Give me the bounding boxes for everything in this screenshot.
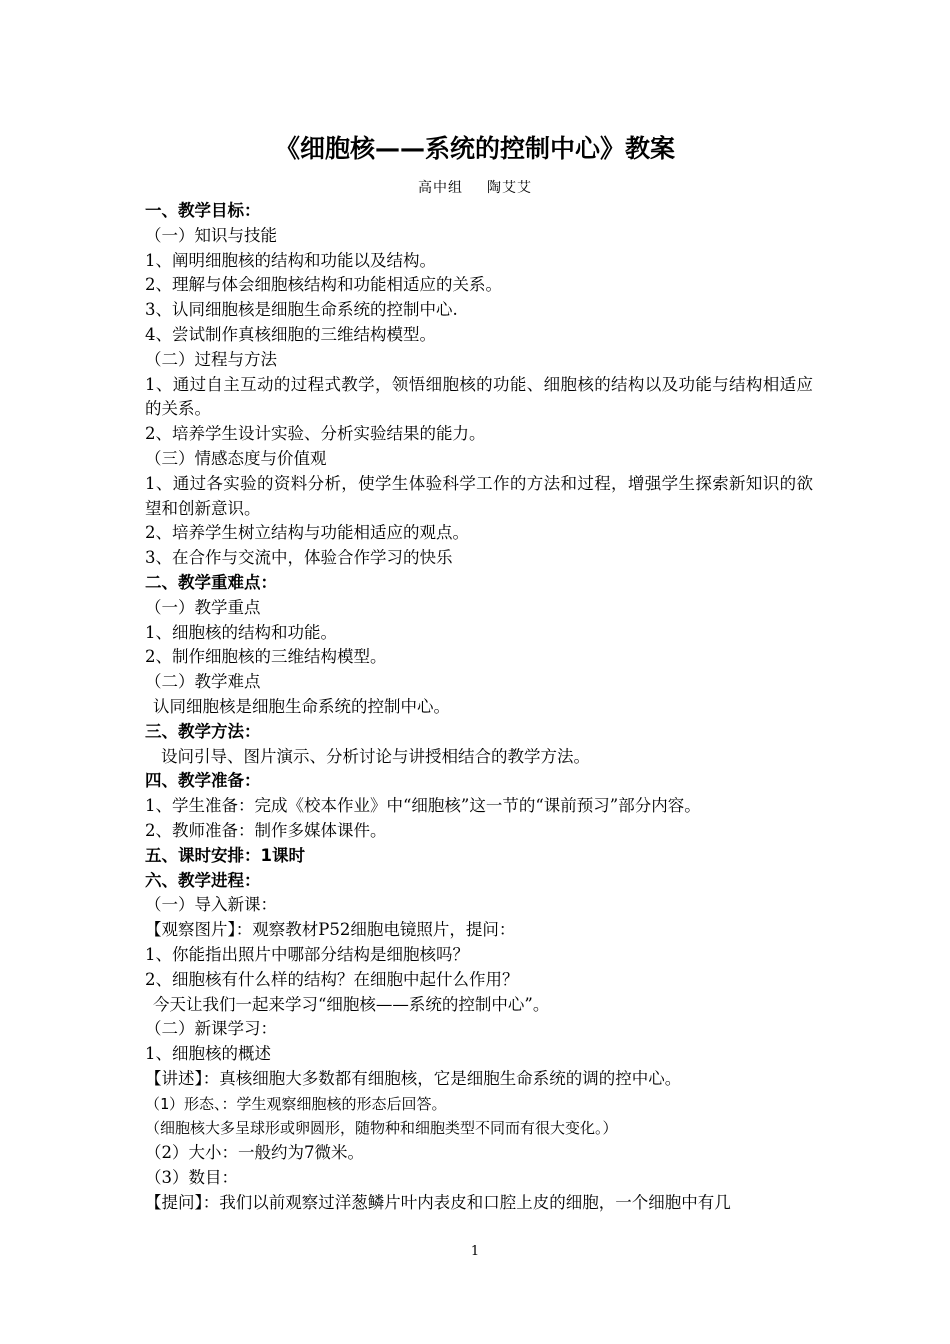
text-line: （2）大小：一般约为7微米。 bbox=[145, 1143, 364, 1163]
text-paragraph: 1、通过各实验的资料分析，使学生体验科学工作的方法和过程，增强学生探索新知识的欲望和创新意识。 bbox=[145, 473, 813, 518]
text-line: 2、理解与体会细胞核结构和功能相适应的关系。 bbox=[145, 275, 502, 295]
text-line: 1、细胞核的结构和功能。 bbox=[145, 622, 337, 642]
document-title: 《细胞核——系统的控制中心》教案 bbox=[274, 134, 675, 163]
text-line: 2、培养学生树立结构与功能相适应的观点。 bbox=[145, 523, 469, 543]
section-heading: 五、课时安排：1课时 bbox=[145, 845, 305, 865]
text-line: 3、认同细胞核是细胞生命系统的控制中心. bbox=[145, 300, 458, 320]
text-line: 1、你能指出照片中哪部分结构是细胞核吗？ bbox=[145, 944, 469, 964]
section-heading: 二、教学重难点： bbox=[145, 572, 277, 592]
text-line: 今天让我们一起来学习“细胞核——系统的控制中心”。 bbox=[153, 994, 550, 1014]
text-line: 【讲述】：真核细胞大多数都有细胞核，它是细胞生命系统的调的控中心。 bbox=[145, 1068, 682, 1088]
subsection-heading: （二）过程与方法 bbox=[145, 349, 277, 369]
subsection-heading: （一）导入新课： bbox=[145, 895, 277, 915]
text-line: 2、教师准备：制作多媒体课件。 bbox=[145, 820, 387, 840]
page-number: 1 bbox=[470, 1244, 480, 1259]
text-line: （1）形态、：学生观察细胞核的形态后回答。 bbox=[145, 1094, 447, 1113]
section-heading: 六、教学进程： bbox=[145, 870, 261, 890]
text-paragraph: 1、通过自主互动的过程式教学，领悟细胞核的功能、细胞核的结构以及功能与结构相适应的关系。 bbox=[145, 374, 813, 419]
text-line: 【观察图片】：观察教材P52细胞电镜照片，提问： bbox=[145, 920, 516, 940]
text-line: 【提问】：我们以前观察过洋葱鳞片叶内表皮和口腔上皮的细胞，一个细胞中有几 bbox=[145, 1192, 731, 1212]
section-heading: 一、教学目标： bbox=[145, 201, 261, 220]
text-line: 3、在合作与交流中，体验合作学习的快乐 bbox=[145, 548, 453, 568]
text-line: 1、阐明细胞核的结构和功能以及结构。 bbox=[145, 250, 436, 270]
document-body bbox=[145, 199, 813, 1216]
author-name: 陶艾艾 bbox=[487, 180, 532, 196]
section-heading: 四、教学准备： bbox=[145, 771, 261, 791]
text-line: 设问引导、图片演示、分析讨论与讲授相结合的教学方法。 bbox=[161, 746, 590, 766]
text-line: （细胞核大多呈球形或卵圆形，随物种和细胞类型不同而有很大变化。） bbox=[145, 1119, 618, 1138]
text-line: 2、制作细胞核的三维结构模型。 bbox=[145, 647, 387, 667]
text-line: 认同细胞核是细胞生命系统的控制中心。 bbox=[153, 696, 450, 716]
text-line: 1、学生准备：完成《校本作业》中“细胞核”这一节的“课前预习”部分内容。 bbox=[145, 796, 701, 816]
author-line bbox=[0, 178, 950, 198]
text-line: 2、培养学生设计实验、分析实验结果的能力。 bbox=[145, 424, 486, 444]
author-group: 高中组 bbox=[418, 180, 463, 196]
text-line: 2、细胞核有什么样的结构？在细胞中起什么作用？ bbox=[145, 969, 519, 989]
subsection-heading: （一）教学重点 bbox=[145, 597, 261, 617]
subsection-heading: （一）知识与技能 bbox=[145, 225, 277, 245]
text-line: （3）数目： bbox=[145, 1168, 238, 1188]
text-line: 4、尝试制作真核细胞的三维结构模型。 bbox=[145, 324, 436, 344]
subsection-heading: （三）情感态度与价值观 bbox=[145, 448, 327, 468]
section-heading: 三、教学方法： bbox=[145, 721, 261, 741]
subsection-heading: （二）新课学习： bbox=[145, 1019, 277, 1039]
text-line: 1、细胞核的概述 bbox=[145, 1044, 271, 1064]
subsection-heading: （二）教学难点 bbox=[145, 672, 261, 692]
